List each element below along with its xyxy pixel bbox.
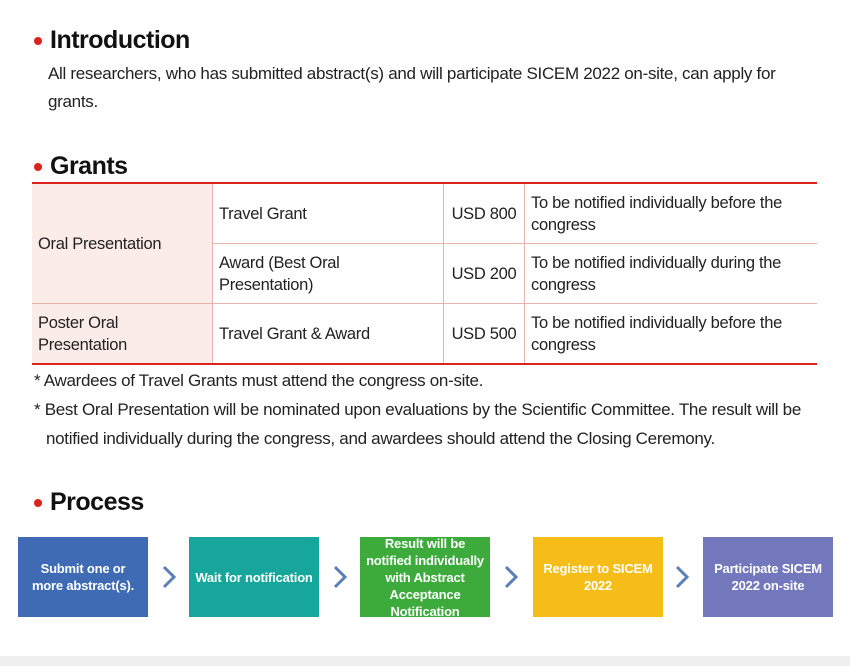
introduction-text: All researchers, who has submitted abstract(s) and will participate SICEM 2022 on-site, can apply for grants. <box>48 64 776 111</box>
grants-heading <box>34 152 128 181</box>
process-step-wait: Wait for notification <box>189 537 319 617</box>
table-cell-note: To be notified individually before the congress <box>525 304 818 365</box>
table-cell-category: Poster Oral Presentation <box>32 304 213 365</box>
bullet-icon <box>34 499 42 507</box>
grants-table <box>32 182 817 365</box>
chevron-right-icon <box>160 564 178 590</box>
footer-band <box>0 656 850 666</box>
table-cell-category: Oral Presentation <box>32 183 213 304</box>
process-step-participate: Participate SICEM 2022 on-site <box>703 537 833 617</box>
table-cell-amount: USD 800 <box>444 183 525 244</box>
table-cell-grant-name: Award (Best Oral Presentation) <box>213 244 444 304</box>
table-row <box>32 183 817 244</box>
process-step-register: Register to SICEM 2022 <box>533 537 663 617</box>
process-heading <box>34 488 144 517</box>
process-step-result: Result will be notified individually with Abstract Acceptance Notification <box>360 537 490 617</box>
table-row <box>32 304 817 365</box>
grant-notes <box>34 366 824 453</box>
grant-note: * Awardees of Travel Grants must attend the congress on-site. <box>34 371 484 390</box>
process-heading-text: Process <box>50 488 144 516</box>
table-cell-amount: USD 200 <box>444 244 525 304</box>
introduction-heading-text: Introduction <box>50 26 190 54</box>
table-cell-grant-name: Travel Grant <box>213 183 444 244</box>
grants-heading-text: Grants <box>50 152 128 180</box>
bullet-icon <box>34 163 42 171</box>
table-cell-note: To be notified individually during the congress <box>525 244 818 304</box>
chevron-right-icon <box>502 564 520 590</box>
bullet-icon <box>34 37 42 45</box>
chevron-right-icon <box>331 564 349 590</box>
process-step-submit: Submit one or more abstract(s). <box>18 537 148 617</box>
grant-note: * Best Oral Presentation will be nominated upon evaluations by the Scientific Committee. The result will be notified individually during the congress, and awardees should attend the Closing Ceremony. <box>34 400 801 448</box>
table-cell-amount: USD 500 <box>444 304 525 365</box>
table-cell-note: To be notified individually before the congress <box>525 183 818 244</box>
chevron-right-icon <box>673 564 691 590</box>
introduction-heading <box>34 26 190 55</box>
table-cell-grant-name: Travel Grant & Award <box>213 304 444 365</box>
process-flow <box>0 537 850 617</box>
